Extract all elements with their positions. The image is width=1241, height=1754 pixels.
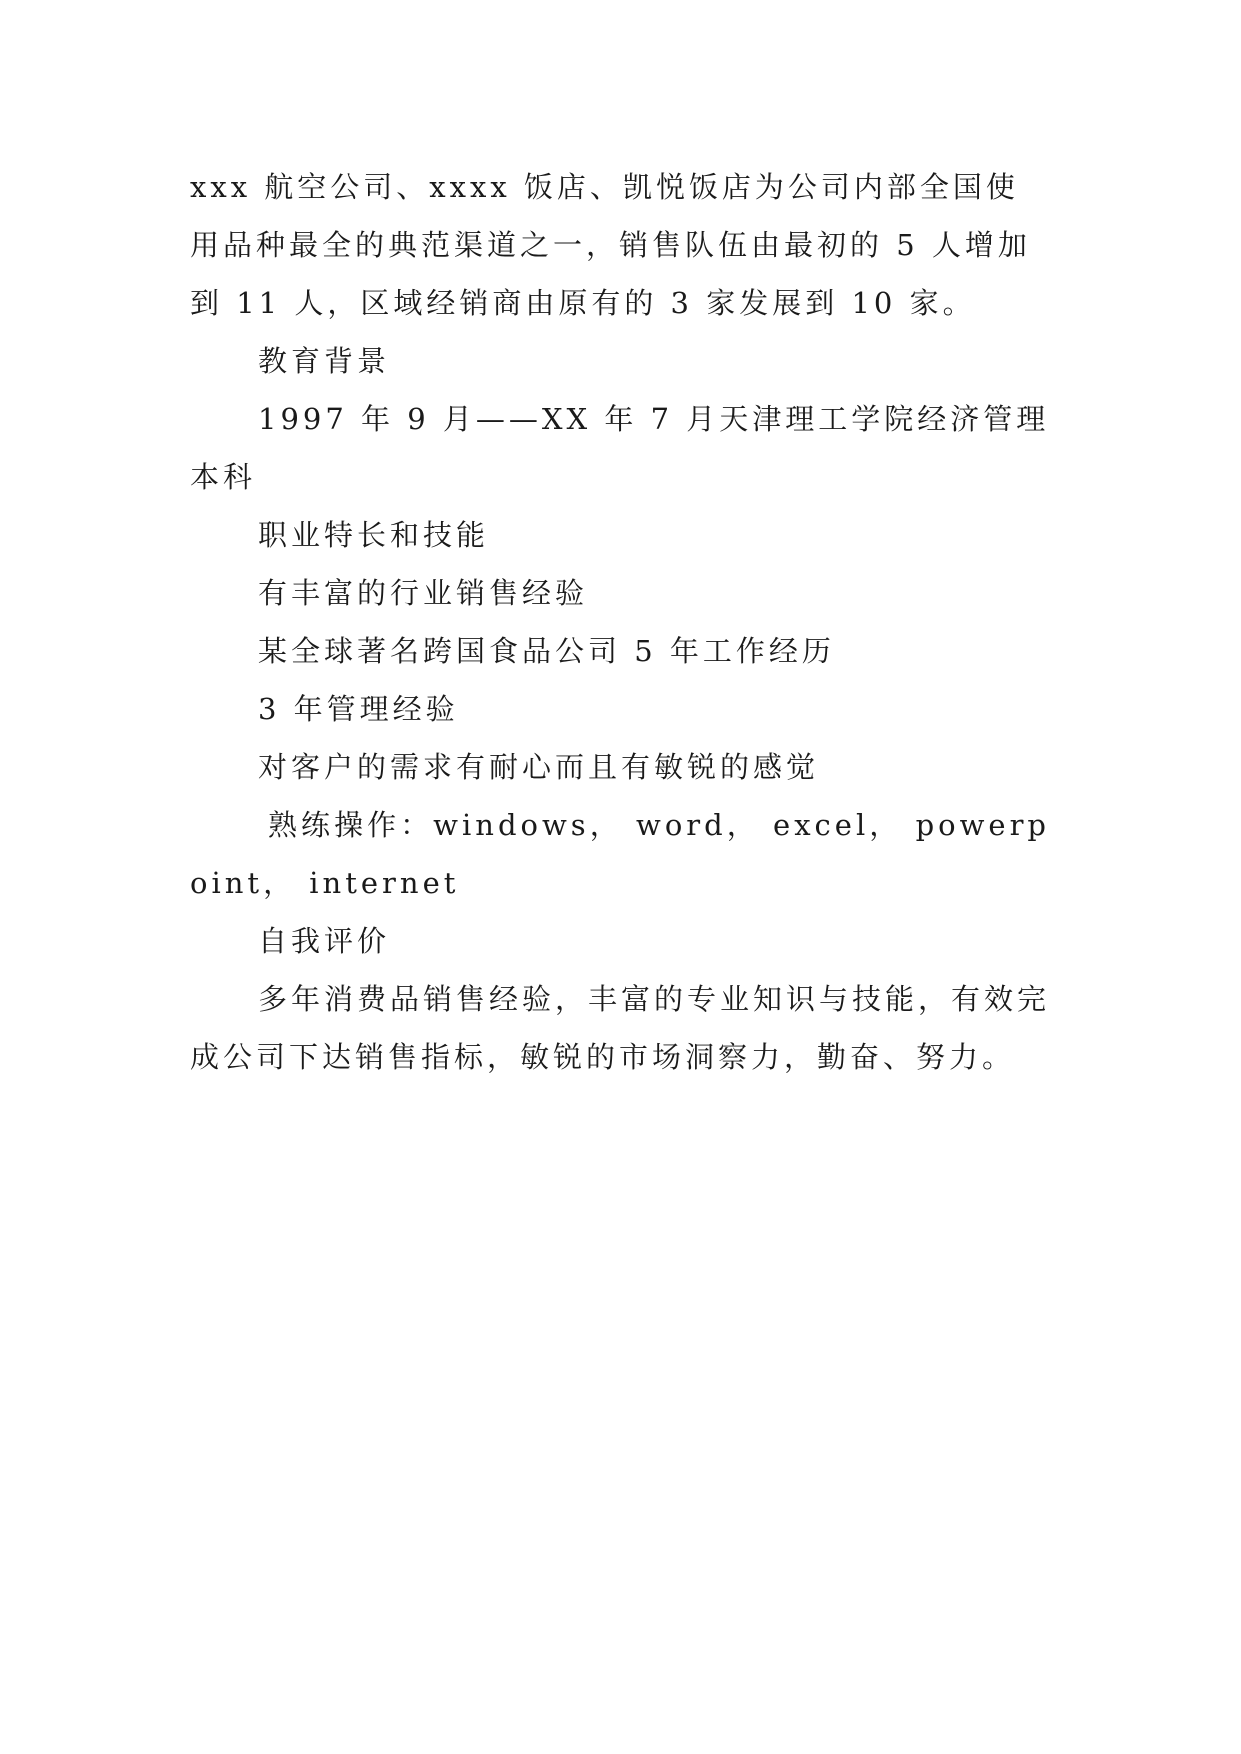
skill-item: 3 年管理经验	[258, 692, 459, 726]
education-entry: 1997 年 9 月——XX 年 7 月天津理工学院经济管理本科	[190, 402, 1050, 494]
skill-item: 某全球著名跨国食品公司 5 年工作经历	[258, 634, 835, 668]
self-evaluation-text: 多年消费品销售经验，丰富的专业知识与技能，有效完成公司下达销售指标，敏锐的市场洞察力，勤奋、努力。	[190, 982, 1051, 1074]
self-evaluation-heading: 自我评价	[258, 924, 391, 958]
experience-paragraph: xxx 航空公司、xxxx 饭店、凯悦饭店为公司内部全国使用品种最全的典范渠道之一，销售队伍由最初的 5 人增加到 11 人，区域经销商由原有的 3 家发展到 10 家。	[190, 170, 1031, 320]
document-body	[190, 158, 1050, 1086]
software-skills: 熟练操作：windows， word， excel， powerpoint， internet	[190, 808, 1050, 900]
skill-item: 有丰富的行业销售经验	[258, 576, 589, 610]
skill-item: 对客户的需求有耐心而且有敏锐的感觉	[258, 750, 820, 784]
education-heading: 教育背景	[258, 344, 391, 378]
skills-heading: 职业特长和技能	[258, 518, 490, 552]
